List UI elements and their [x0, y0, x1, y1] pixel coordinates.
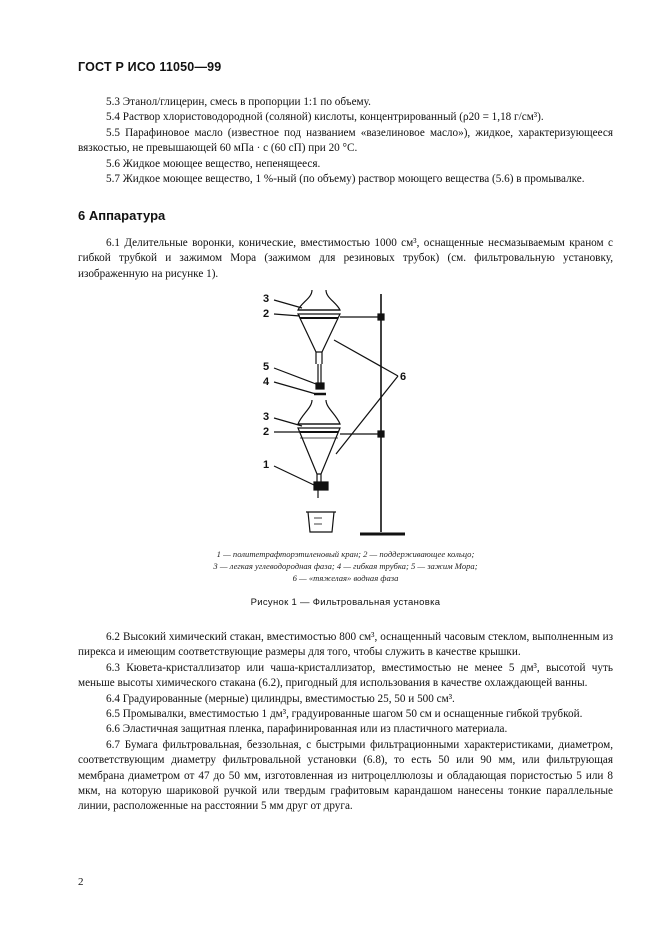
paragraph-6-5: 6.5 Промывалки, вместимостью 1 дм³, градуированные шагом 50 см и оснащенные гибкой трубкой. [106, 708, 583, 721]
figure-label-2-lower: 2 [263, 426, 270, 438]
reagents-list [78, 95, 613, 187]
lower-separatory-funnel [298, 400, 340, 498]
figure-label-3-upper: 3 [263, 293, 270, 305]
mohr-clamp [316, 383, 324, 389]
paragraph-6-1: 6.1 Делительные воронки, конические, вместимостью 1000 см³, оснащенные несмазываемым краном с гибкой трубкой и зажимом Мора (зажимом для резиновых трубок) (см. фильтровальную установку, изображенную на рисунке 1). [78, 237, 613, 280]
paragraph-6-3: 6.3 Кювета-кристаллизатор или чаша-кристаллизатор, вместимостью не менее 5 дм³, высотой чуть меньше высоты химического стакана (6.2), пригодный для использования в качестве охлаждающей ванны. [78, 661, 613, 690]
figure-label-3-lower: 3 [263, 411, 270, 423]
ptfe-stopcock [314, 482, 328, 490]
figure-label-5: 5 [263, 361, 270, 373]
paragraph-6-6: 6.6 Эластичная защитная пленка, парафинированная или из пластичного материала. [106, 723, 508, 736]
beaker [306, 512, 336, 532]
figure-label-2-upper: 2 [263, 308, 270, 320]
page-number: 2 [78, 876, 84, 888]
figure-caption: Рисунок 1 — Фильтровальная установка [250, 597, 441, 608]
filtration-apparatus-drawing [260, 290, 420, 540]
figure-label-6: 6 [400, 371, 407, 383]
document-header: ГОСТ Р ИСО 11050—99 [78, 60, 222, 74]
section-title: 6 Аппаратура [78, 208, 166, 223]
paragraph-5-7: 5.7 Жидкое моющее вещество, 1 %-ный (по объему) раствор моющего вещества (5.6) в промывалке. [106, 173, 585, 186]
paragraph-5-6: 5.6 Жидкое моющее вещество, непенящееся. [106, 157, 321, 170]
legend-line: 1 — политетрафторэтиленовый кран; 2 — поддерживающее кольцо; [216, 549, 475, 559]
figure-filtration-setup [260, 290, 420, 540]
apparatus-list [78, 630, 613, 815]
paragraph-5-3: 5.3 Этанол/глицерин, смесь в пропорции 1:1 по объему. [106, 96, 371, 108]
upper-separatory-funnel [298, 290, 340, 394]
legend-line: 6 — «тяжелая» водная фаза [292, 573, 399, 583]
figure-legend [78, 548, 613, 584]
paragraph-6-2: 6.2 Высокий химический стакан, вместимостью 800 см³, оснащенный часовым стеклом, выполненным из пирекса и имеющим соответствующие размеры для того, чтобы служить в качестве крышки. [78, 631, 613, 659]
stand-clamp-lower [378, 431, 384, 437]
paragraph-6-7: 6.7 Бумага фильтровальная, беззольная, с быстрыми фильтрационными характеристиками, диаметром, соответствующим диаметру фильтровальной установки (6.8), то есть 50 или 90 мм, или фильтрующая мембрана диаметром от 47 до 50 мм, изготовленная из нитроцеллюлозы и обладающая пористостью 5 или 8 мкм, на которую шариковой ручкой или твердым графитовым карандашом нанесены тонкие параллельные линии, расположенные на расстоянии 5 мм друг от друга. [78, 738, 613, 813]
figure-label-4: 4 [263, 376, 270, 388]
paragraph-5-5: 5.5 Парафиновое масло (известное под названием «вазелиновое масло»), жидкое, характеризующееся вязкостью, не превышающей 60 мПа · с (60 сП) при 20 °С. [78, 126, 613, 155]
legend-line: 3 — легкая углеводородная фаза; 4 — гибкая трубка; 5 — зажим Мора; [213, 561, 478, 571]
stand-clamp-upper [378, 314, 384, 320]
paragraph-6-4: 6.4 Градуированные (мерные) цилиндры, вместимостью 25, 50 и 500 см³. [106, 692, 455, 705]
paragraph-5-4: 5.4 Раствор хлористоводородной (соляной) кислоты, концентрированный (ρ20 = 1,18 г/см³). [106, 111, 544, 124]
figure-label-1: 1 [263, 459, 270, 471]
apparatus-intro [78, 236, 613, 282]
